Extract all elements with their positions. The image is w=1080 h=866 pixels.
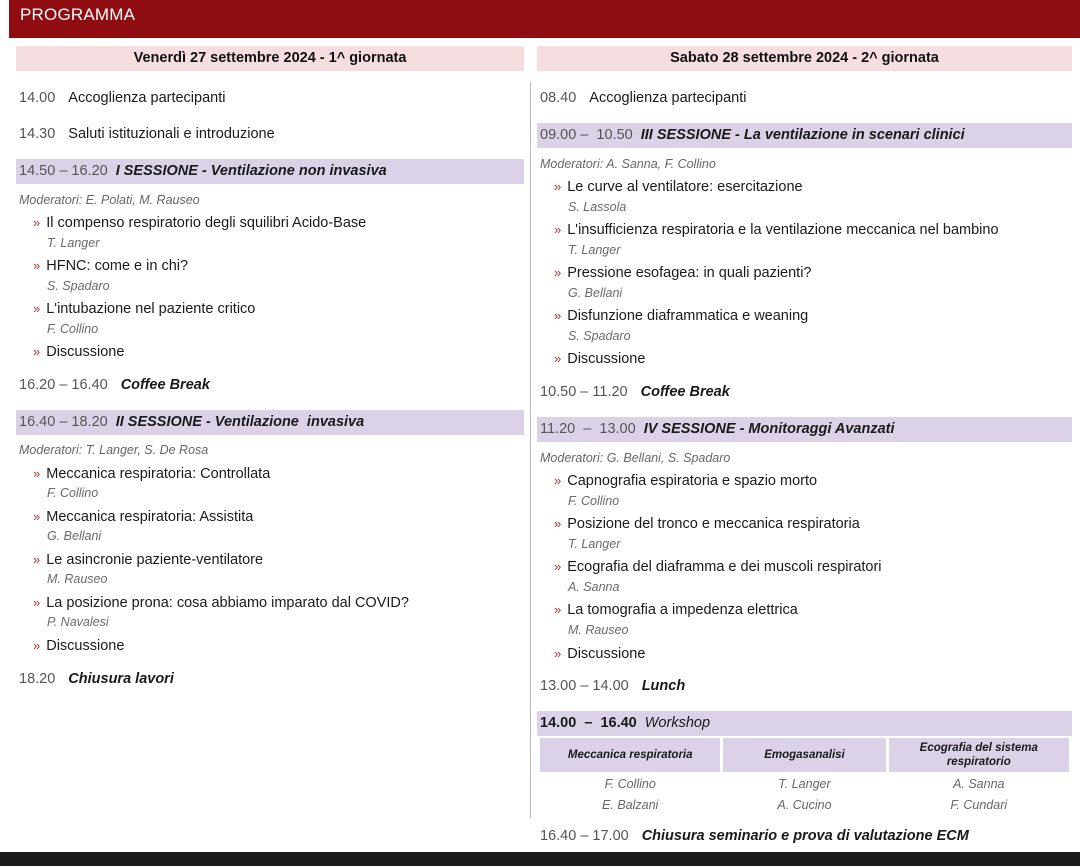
talk-title: » Il compenso respiratorio degli squilibri Acido-Base (33, 215, 367, 231)
label: Accoglienza partecipanti (68, 90, 226, 106)
label: Chiusura lavori (68, 671, 174, 687)
time: 13.00 – 14.00 (540, 678, 629, 694)
session1-header (16, 159, 524, 184)
chevron-bullet-icon: » (33, 258, 41, 273)
talk-speaker: S. Spadaro (47, 279, 110, 293)
talk-speaker: M. Rauseo (47, 572, 108, 586)
label: Lunch (641, 678, 686, 694)
column-divider (530, 82, 531, 818)
chevron-bullet-icon: » (554, 222, 562, 237)
talk-title: » La posizione prona: cosa abbiamo imparato dal COVID? (33, 595, 409, 611)
session1-moderators: Moderatori: E. Polati, M. Rauseo (19, 193, 200, 207)
chevron-bullet-icon: » (33, 344, 41, 359)
bottom-bar (0, 852, 1080, 866)
program-header-bar (9, 0, 1080, 38)
talk-speaker: S. Lassola (568, 200, 627, 214)
session-title: II SESSIONE - Ventilazione invasiva (115, 414, 365, 430)
session3-moderators: Moderatori: A. Sanna, F. Collino (540, 157, 716, 171)
workshop-column-title: Emogasanalisi (723, 738, 885, 772)
day2-welcome (537, 90, 1072, 106)
session-title: Workshop (644, 715, 711, 731)
talk-title: » Discussione (33, 344, 125, 360)
session3-header (537, 123, 1072, 148)
session-time: 14.00 – 16.40 (540, 715, 637, 731)
talk-title: » Capnografia espiratoria e spazio morto (554, 473, 818, 489)
label: Saluti istituzionali e introduzione (68, 126, 275, 142)
chevron-bullet-icon: » (33, 638, 41, 653)
chevron-bullet-icon: » (554, 516, 562, 531)
talk-title: » Discussione (33, 638, 125, 654)
day1-closing (16, 671, 524, 687)
label: Coffee Break (120, 377, 210, 393)
session-time: 11.20 – 13.00 (540, 421, 636, 437)
day2-coffee-break (537, 384, 1072, 400)
session-time: 14.50 – 16.20 (19, 163, 108, 179)
day1-heading: Venerdì 27 settembre 2024 - 1^ giornata (16, 46, 524, 71)
chevron-bullet-icon: » (33, 215, 41, 230)
workshop-tutor: E. Balzani (602, 798, 659, 812)
chevron-bullet-icon: » (33, 301, 41, 316)
session4-header (537, 417, 1072, 442)
talk-speaker: F. Collino (47, 486, 99, 500)
time: 16.40 – 17.00 (540, 828, 629, 844)
time: 18.20 (19, 671, 56, 687)
talk-speaker: G. Bellani (568, 286, 623, 300)
chevron-bullet-icon: » (33, 552, 41, 567)
chevron-bullet-icon: » (33, 466, 41, 481)
time: 16.20 – 16.40 (19, 377, 108, 393)
talk-speaker: T. Langer (568, 537, 621, 551)
chevron-bullet-icon: » (554, 646, 562, 661)
session2-header (16, 410, 524, 435)
talk-speaker: T. Langer (568, 243, 621, 257)
workshop-header (537, 711, 1072, 736)
workshop-tutor: T. Langer (778, 777, 831, 791)
day2-lunch (537, 678, 1072, 694)
label: Coffee Break (640, 384, 730, 400)
session-time: 16.40 – 18.20 (19, 414, 108, 430)
program-title: PROGRAMMA (20, 5, 136, 24)
chevron-bullet-icon: » (554, 308, 562, 323)
workshop-tutor: F. Cundari (950, 798, 1008, 812)
chevron-bullet-icon: » (554, 179, 562, 194)
chevron-bullet-icon: » (554, 265, 562, 280)
workshop-tutor: F. Collino (604, 777, 656, 791)
time: 14.30 (19, 126, 56, 142)
day1-coffee-break (16, 377, 524, 393)
talk-speaker: A. Sanna (568, 580, 620, 594)
chevron-bullet-icon: » (33, 509, 41, 524)
talk-title: » L'insufficienza respiratoria e la ventilazione meccanica nel bambino (554, 222, 999, 238)
talk-title: » Meccanica respiratoria: Controllata (33, 466, 271, 482)
talk-speaker: P. Navalesi (47, 615, 109, 629)
time: 08.40 (540, 90, 577, 106)
talk-speaker: G. Bellani (47, 529, 102, 543)
talk-title: » La tomografia a impedenza elettrica (554, 602, 798, 618)
time: 14.00 (19, 90, 56, 106)
talk-title: » Le curve al ventilatore: esercitazione (554, 179, 803, 195)
chevron-bullet-icon: » (554, 351, 562, 366)
talk-title: » L'intubazione nel paziente critico (33, 301, 256, 317)
label: Accoglienza partecipanti (589, 90, 747, 106)
session4-moderators: Moderatori: G. Bellani, S. Spadaro (540, 451, 731, 465)
talk-title: » Le asincronie paziente-ventilatore (33, 552, 264, 568)
talk-title: » Discussione (554, 646, 646, 662)
talk-speaker: F. Collino (47, 322, 99, 336)
session-title: I SESSIONE - Ventilazione non invasiva (115, 163, 387, 179)
day2-closing (537, 828, 1072, 844)
talk-title: » Ecografia del diaframma e dei muscoli respiratori (554, 559, 882, 575)
session2-moderators: Moderatori: T. Langer, S. De Rosa (19, 443, 209, 457)
session-title: III SESSIONE - La ventilazione in scenari clinici (640, 127, 965, 143)
talk-speaker: M. Rauseo (568, 623, 629, 637)
workshop-column-title: Ecografia del sistema respiratorio (889, 738, 1069, 772)
day2-heading: Sabato 28 settembre 2024 - 2^ giornata (537, 46, 1072, 71)
workshop-column-title: Meccanica respiratoria (540, 738, 720, 772)
talk-title: » Discussione (554, 351, 646, 367)
talk-title: » Disfunzione diaframmatica e weaning (554, 308, 809, 324)
talk-title: » Posizione del tronco e meccanica respiratoria (554, 516, 860, 532)
talk-title: » HFNC: come e in chi? (33, 258, 189, 274)
chevron-bullet-icon: » (554, 473, 562, 488)
chevron-bullet-icon: » (33, 595, 41, 610)
chevron-bullet-icon: » (554, 602, 562, 617)
talk-speaker: S. Spadaro (568, 329, 631, 343)
talk-speaker: F. Collino (568, 494, 620, 508)
day1-intro (16, 126, 524, 142)
talk-title: » Pressione esofagea: in quali pazienti? (554, 265, 812, 281)
chevron-bullet-icon: » (554, 559, 562, 574)
label: Chiusura seminario e prova di valutazione ECM (641, 828, 969, 844)
workshop-table (537, 738, 1072, 816)
talk-title: » Meccanica respiratoria: Assistita (33, 509, 254, 525)
day1-welcome (16, 90, 524, 106)
workshop-tutor: A. Sanna (953, 777, 1005, 791)
time: 10.50 – 11.20 (540, 384, 628, 400)
session-title: IV SESSIONE - Monitoraggi Avanzati (643, 421, 895, 437)
session-time: 09.00 – 10.50 (540, 127, 633, 143)
talk-speaker: T. Langer (47, 236, 100, 250)
workshop-tutor: A. Cucino (777, 798, 832, 812)
